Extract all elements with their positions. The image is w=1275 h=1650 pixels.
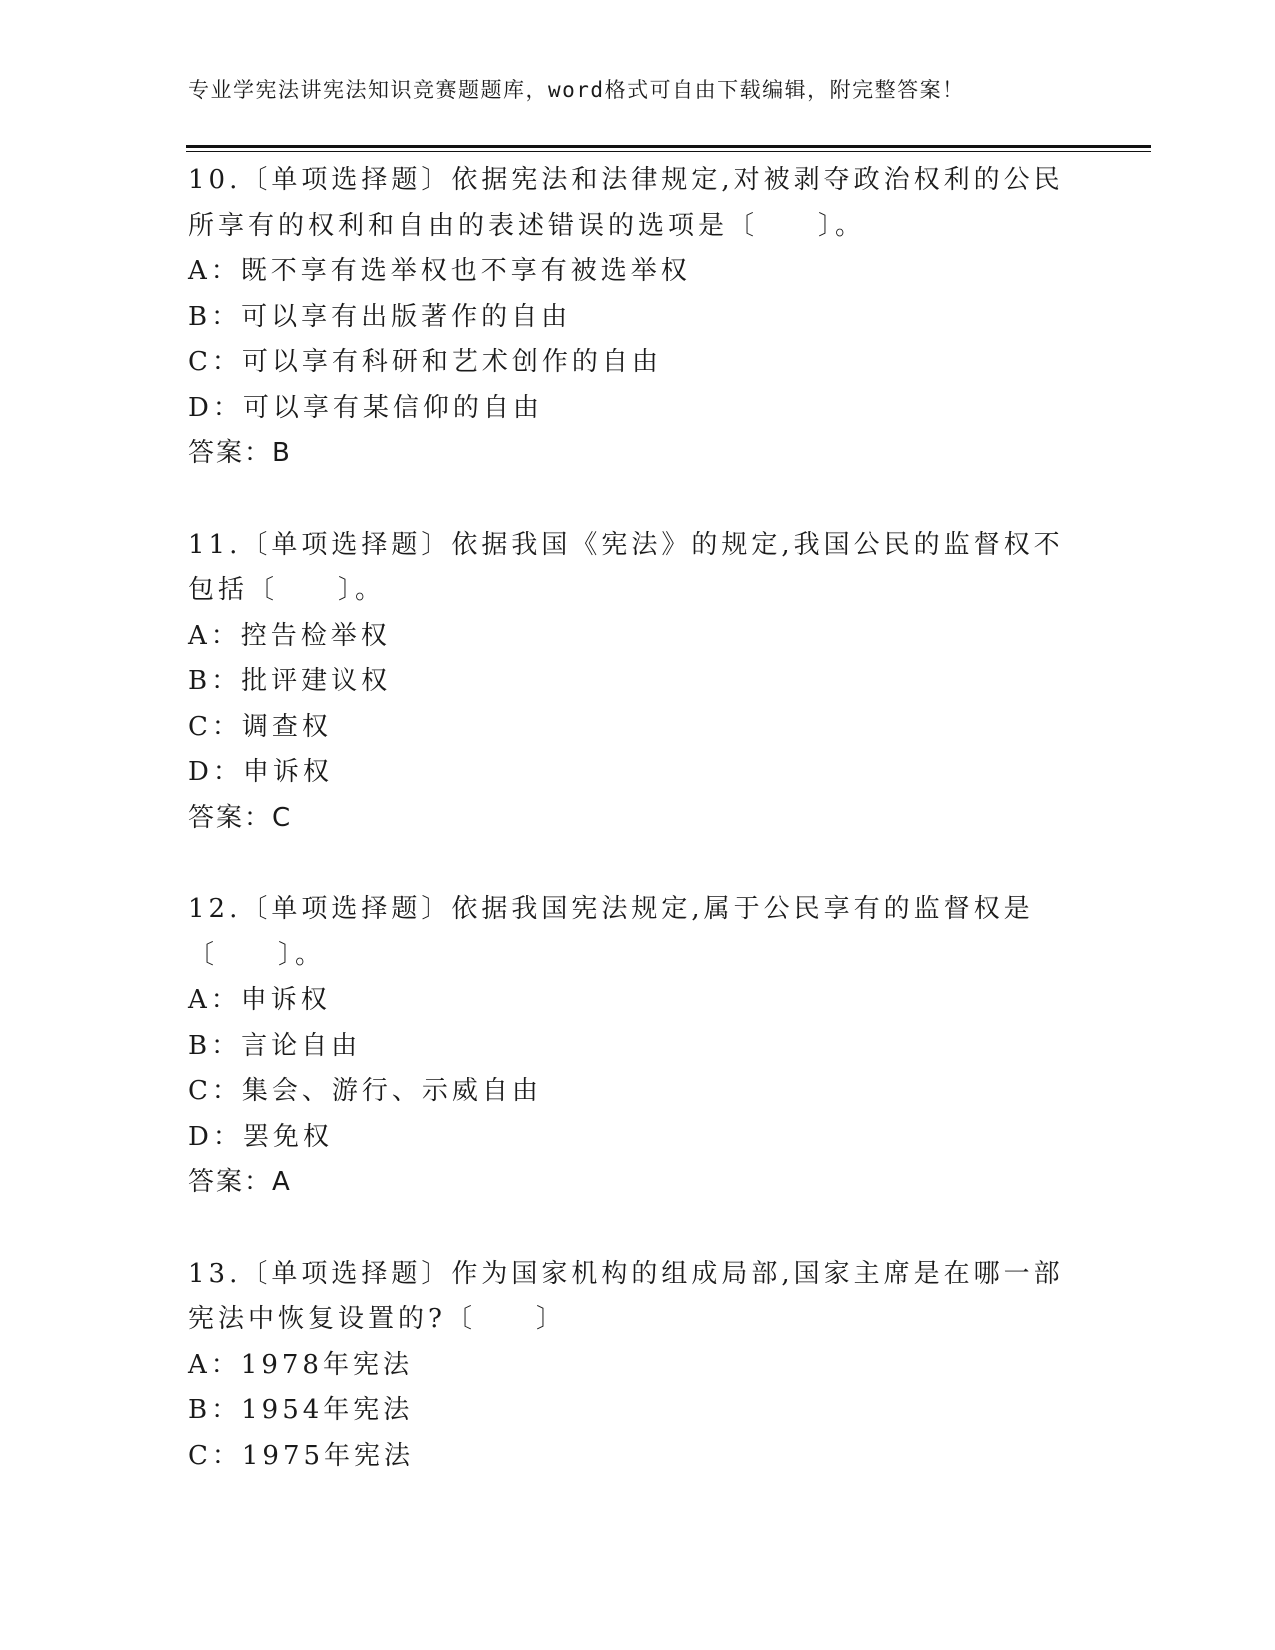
question-10 [188,158,1088,477]
answer: 答案：B [188,438,292,468]
option-d: D：罢免权 [188,1121,333,1152]
question-stem: 11.〔单项选择题〕依据我国《宪法》的规定,我国公民的监督权不包括〔 〕。 [188,529,1064,605]
option-b: B：可以享有出版著作的自由 [188,301,572,332]
option-b: B：言论自由 [188,1030,362,1061]
option-c: C：调查权 [188,711,332,742]
option-d: D：申诉权 [188,757,333,787]
option-a: A：申诉权 [188,985,331,1015]
option-c: C：集会、游行、示威自由 [188,1076,542,1106]
option-a: A：控告检举权 [188,620,391,651]
header-rule-thick [186,145,1151,148]
question-stem: 10.〔单项选择题〕依据宪法和法律规定,对被剥夺政治权利的公民所享有的权利和自由的表述错误的选项是〔 〕。 [188,165,1064,241]
option-a: A：1978年宪法 [188,1349,413,1380]
option-b: B：批评建议权 [188,666,392,696]
option-c: C：可以享有科研和艺术创作的自由 [188,347,662,377]
option-d: D：可以享有某信仰的自由 [188,392,543,423]
page-header: 专业学宪法讲宪法知识竞赛题题库，word格式可自由下载编辑，附完整答案！ [188,78,965,102]
question-12 [188,887,1088,1206]
answer: 答案：A [188,1167,292,1197]
question-stem: 12.〔单项选择题〕依据我国宪法规定,属于公民享有的监督权是〔 〕。 [188,894,1034,970]
question-13 [188,1252,1088,1480]
question-list [188,158,1088,1479]
question-11 [188,523,1088,842]
option-a: A：既不享有选举权也不享有被选举权 [188,256,691,286]
option-c: C：1975年宪法 [188,1440,415,1471]
answer: 答案：C [188,802,293,833]
option-b: B：1954年宪法 [188,1395,414,1425]
header-rule-thin [186,151,1151,152]
question-stem: 13.〔单项选择题〕作为国家机构的组成局部,国家主席是在哪一部宪法中恢复设置的?〔 〕 [188,1258,1064,1334]
